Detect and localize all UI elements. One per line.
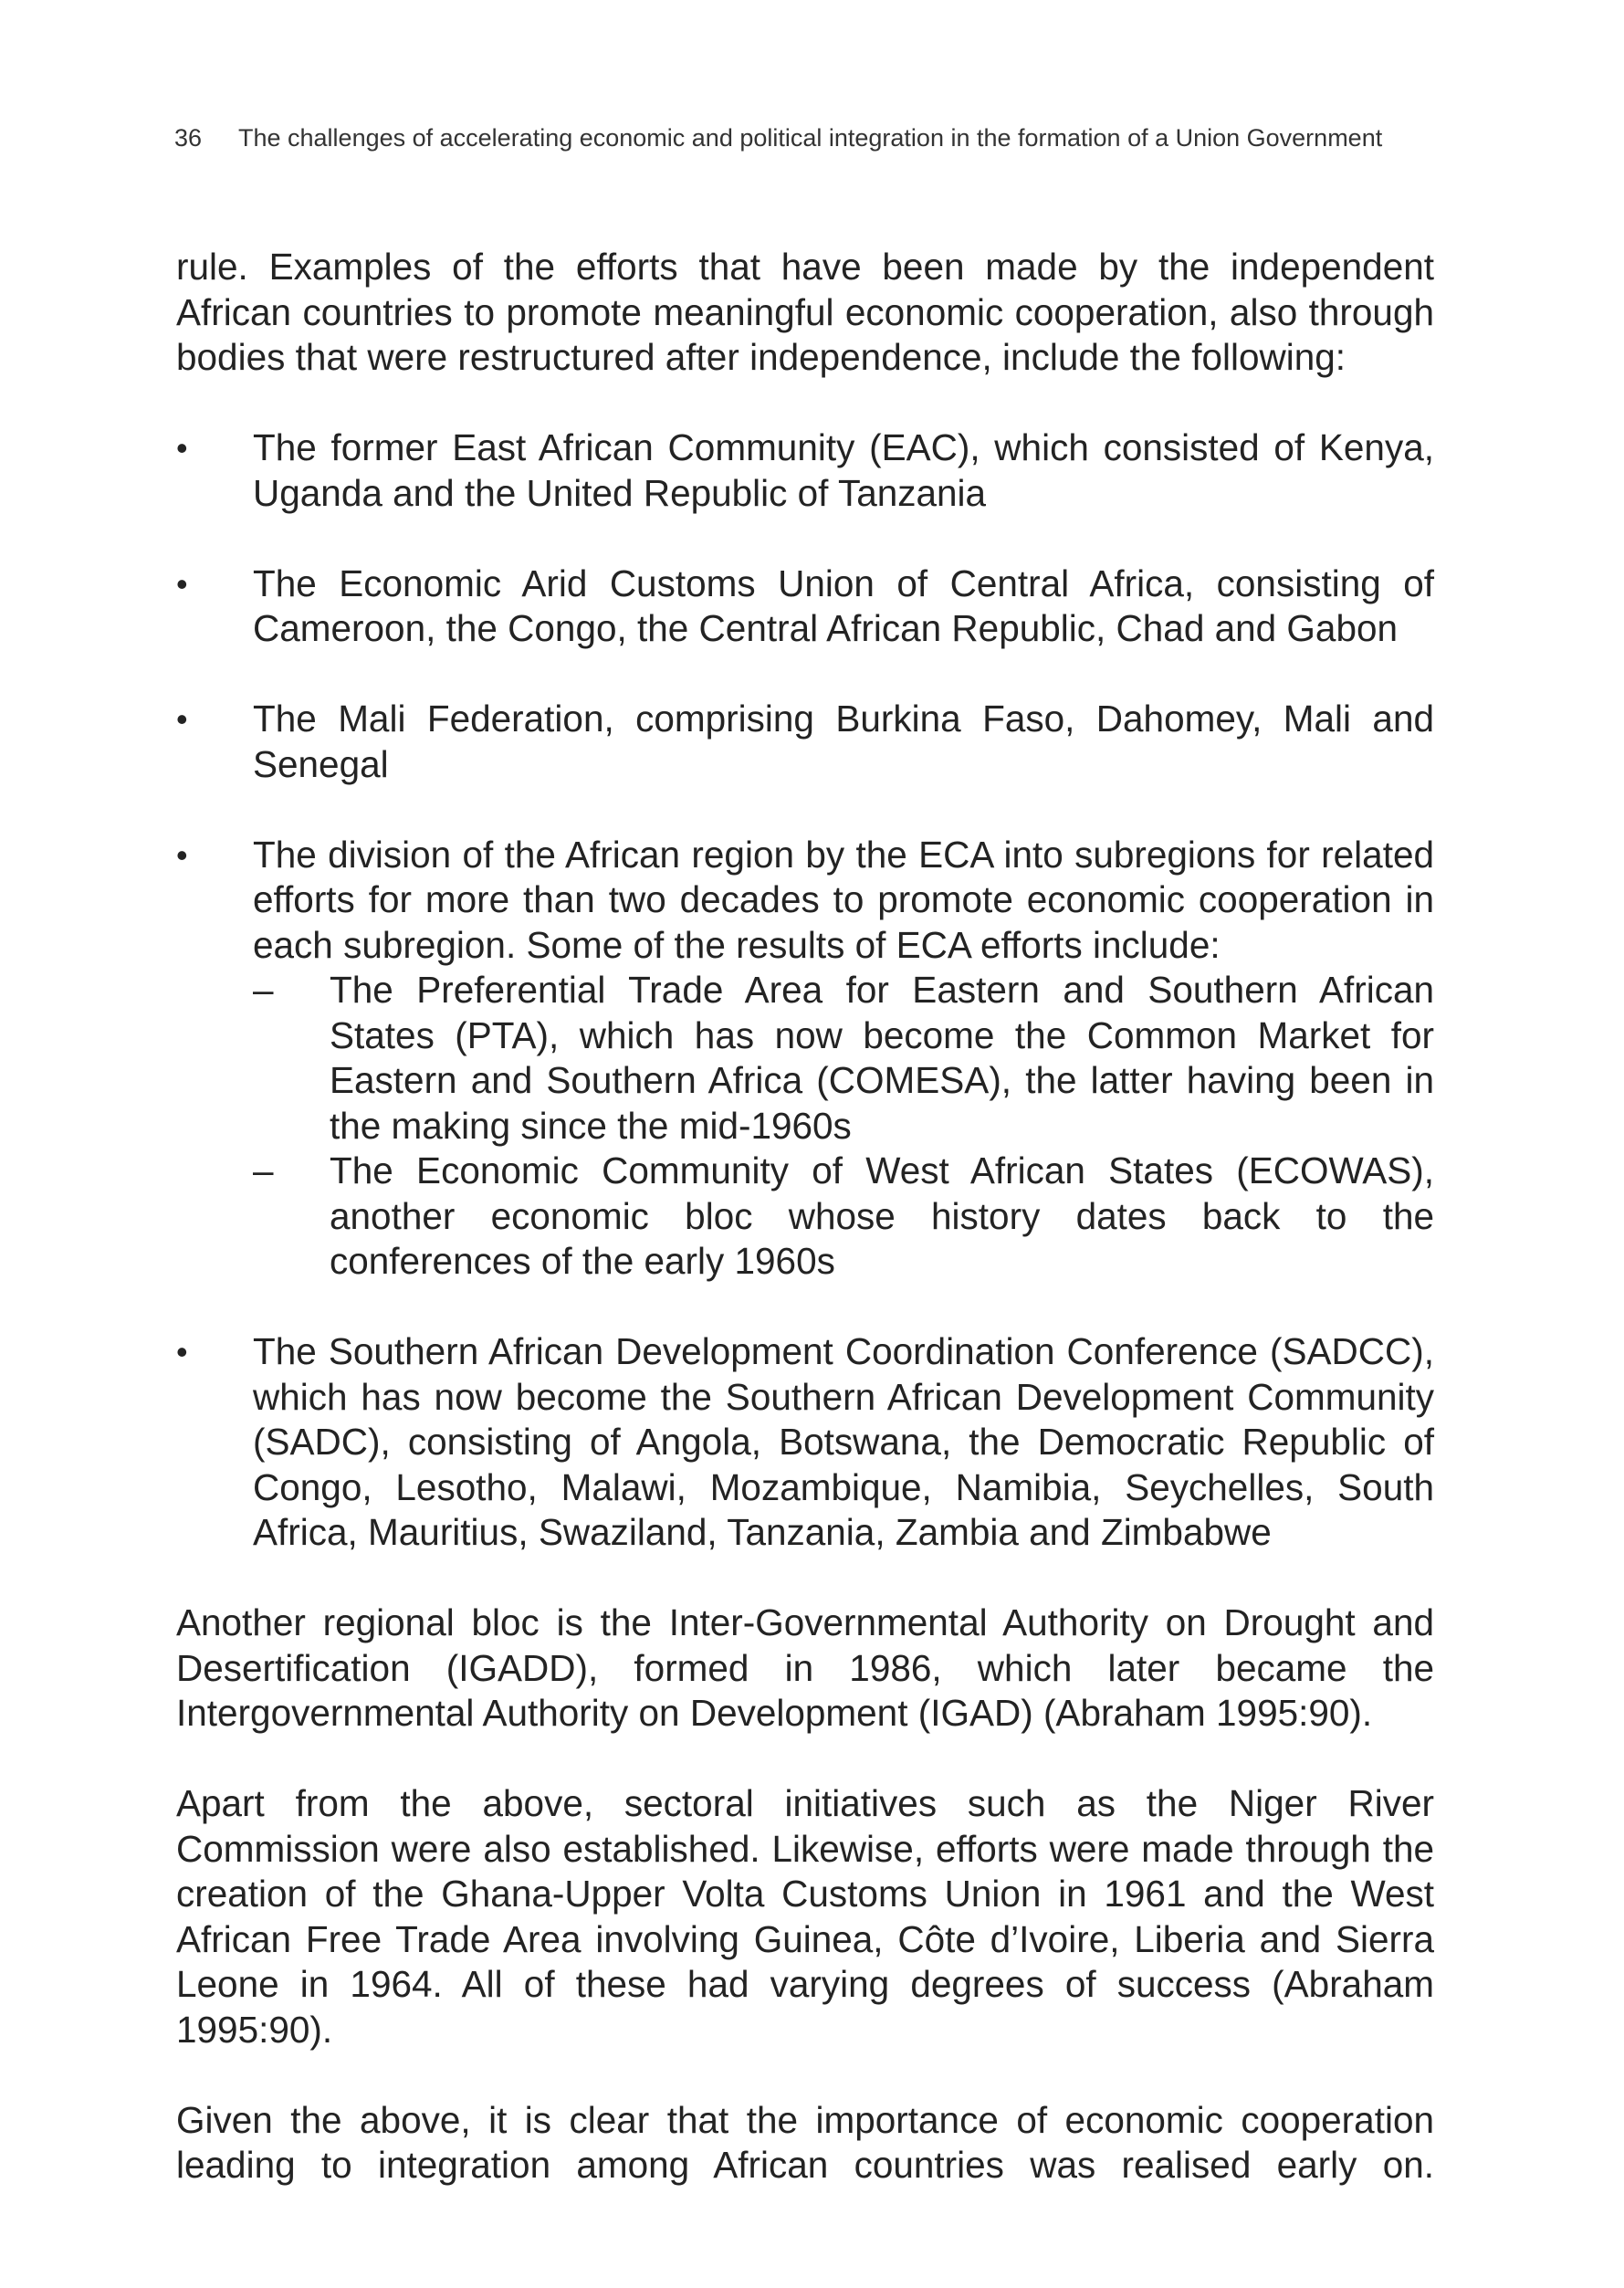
bullet-text: The former East African Community (EAC), which consisted of Kenya, Uganda and the United Republic of Tanzania <box>253 426 1434 514</box>
sub-item-ecowas <box>253 1149 1434 1285</box>
bullet-item-mali-federation <box>176 697 1434 787</box>
bullet-marker: • <box>176 700 188 738</box>
running-header <box>174 121 1434 154</box>
running-title: The challenges of accelerating economic and political integration in the formation of a Union Government <box>238 124 1383 152</box>
bullet-item-sadcc <box>176 1329 1434 1556</box>
bullet-marker: • <box>176 429 188 467</box>
paragraph-igadd: Another regional bloc is the Inter-Governmental Authority on Drought and Desertification (IGADD), formed in 1986, which later became the Intergovernmental Authority on Development (IGAD) (Abraham 1995:90). <box>176 1601 1434 1734</box>
bullet-text: The Mali Federation, comprising Burkina Faso, Dahomey, Mali and Senegal <box>253 698 1434 785</box>
bullet-item-eac <box>176 425 1434 516</box>
bullet-item-central-africa-customs-union <box>176 562 1434 652</box>
sub-item-text: The Economic Community of West African States (ECOWAS), another economic bloc whose history dates back to the conferences of the early 1960s <box>330 1149 1434 1282</box>
dash-marker: – <box>253 969 274 1011</box>
paragraph-sectoral-initiatives: Apart from the above, sectoral initiatives such as the Niger River Commission were also established. Likewise, efforts were made through the creation of the Ghana-Upper Volta Customs Union in 1961 and the West African Free Trade Area involving Guinea, Côte d’Ivoire, Liberia and Sierra Leone in 1964. All of these had varying degrees of success (Abraham 1995:90). <box>176 1782 1434 2051</box>
sub-item-pta-comesa <box>253 968 1434 1149</box>
sub-item-text: The Preferential Trade Area for Eastern and Southern African States (PTA), which has now become the Common Market for Eastern and Southern Africa (COMESA), the latter having been in the making since the mid-1960s <box>330 969 1434 1147</box>
bullet-text: The division of the African region by the ECA into subregions for related efforts for more than two decades to promote economic cooperation in each subregion. Some of the results of ECA efforts include: <box>253 833 1434 966</box>
bullet-item-eca-subregions <box>176 833 1434 1285</box>
bullet-marker: • <box>176 1333 188 1370</box>
page-number: 36 <box>174 124 203 152</box>
dash-marker: – <box>253 1149 274 1191</box>
sub-list <box>253 968 1434 1285</box>
bullet-list <box>176 425 1434 1556</box>
bullet-text: The Economic Arid Customs Union of Central Africa, consisting of Cameroon, the Congo, the Central African Republic, Chad and Gabon <box>253 562 1434 649</box>
bullet-text: The Southern African Development Coordination Conference (SADCC), which has now become the Southern African Development Community (SADC), consisting of Angola, Botswana, the Democratic Republic of Congo, Lesotho, Malawi, Mozambique, Namibia, Seychelles, South Africa, Mauritius, Swaziland, Tanzania, Zambia and Zimbabwe <box>253 1330 1434 1553</box>
bullet-marker: • <box>176 835 188 874</box>
intro-paragraph: rule. Examples of the efforts that have been made by the independent African countries to promote meaningful economic cooperation, also through bodies that were restructured after independence, include the following: <box>176 246 1434 378</box>
bullet-marker: • <box>176 564 188 603</box>
paragraph-conclusion: Given the above, it is clear that the importance of economic cooperation leading to integration among African countries was realised early on. <box>176 2098 1434 2186</box>
body-text <box>176 245 1434 2233</box>
